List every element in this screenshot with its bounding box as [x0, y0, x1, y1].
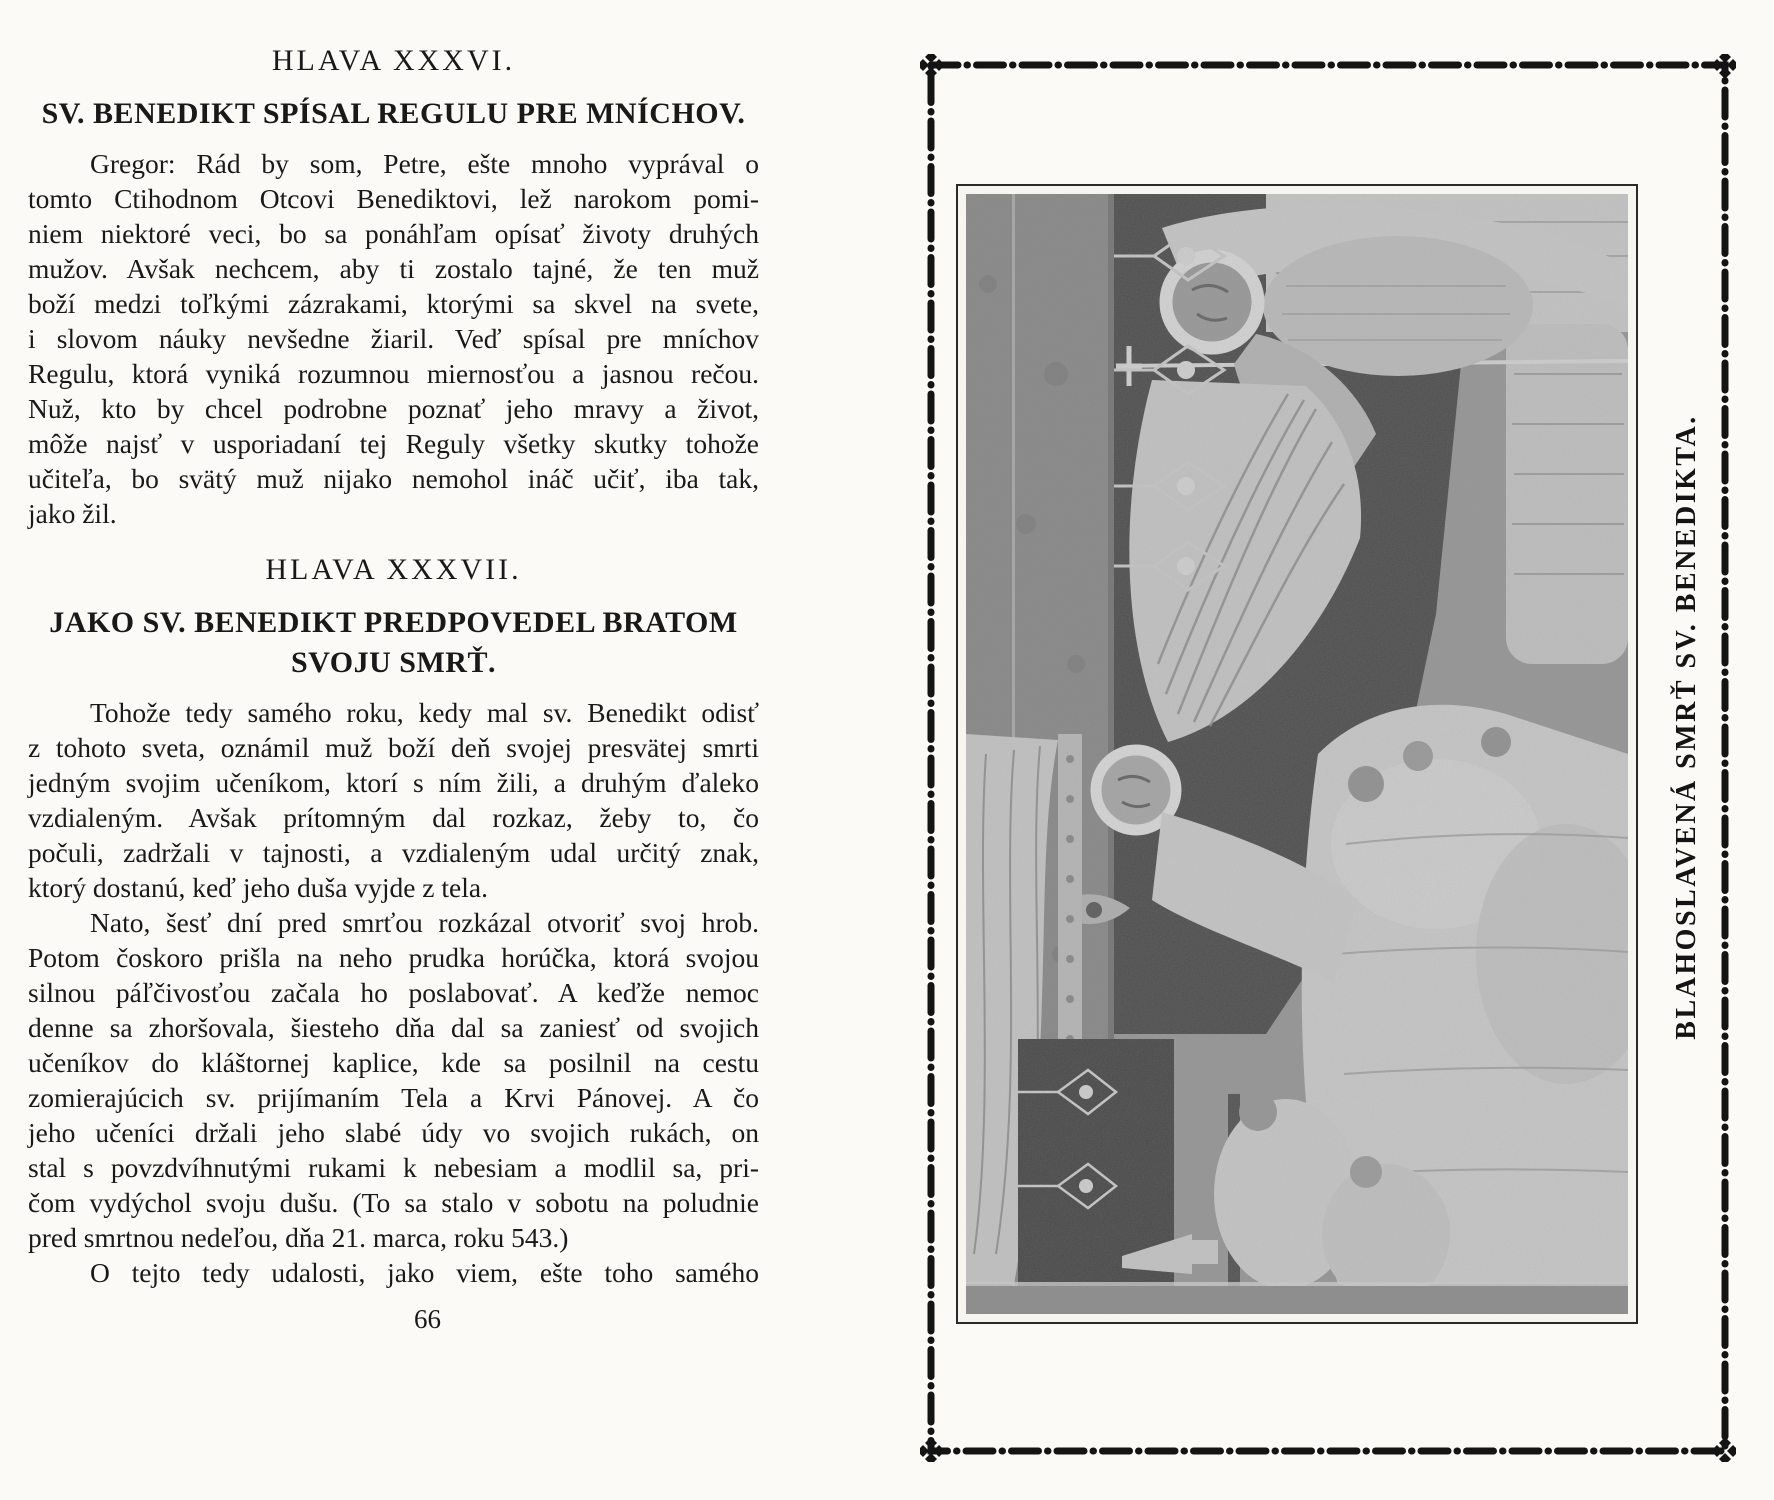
text-line: vzdialeným. Avšak prítomným dal rozkaz, žeby to, čo: [28, 802, 759, 833]
paragraph-4: [28, 1255, 759, 1290]
text-line: ktorý dostanú, keď jeho duša vyjde z tela.: [28, 872, 488, 903]
text-line: jako žil.: [28, 498, 117, 529]
text-line: učeníkov do kláštornej kaplice, kde sa posilnil na cestu: [28, 1047, 759, 1078]
text-line: O tejto tedy udalosti, jako viem, ešte toho samého: [90, 1257, 759, 1288]
text-line: Gregor: Rád by som, Petre, ešte mnoho vyprával o: [90, 148, 759, 179]
text-line: stal s povzdvíhnutými rukami k nebesiam a modlil sa, pri-: [28, 1152, 759, 1183]
text-line: Nuž, kto by chcel podrobne poznať jeho mravy a život,: [28, 393, 759, 424]
text-line: Regulu, ktorá vyniká rozumnou miernosťou a jasnou rečou.: [28, 358, 759, 389]
left-page: [28, 44, 759, 1335]
text-line: jeho učeníci držali jeho slabé údy vo svojich rukách, on: [28, 1117, 759, 1148]
chapter-36-title: [28, 94, 759, 134]
page-number: 66: [414, 1304, 441, 1334]
chapter-title-line: JAKO SV. BENEDIKT PREDPOVEDEL BRATOM: [49, 606, 738, 639]
text-line: Tohože tedy samého roku, kedy mal sv. Benedikt odisť: [90, 697, 759, 728]
text-line: z tohoto sveta, oznámil muž boží deň svojej presvätej smrti: [28, 732, 759, 763]
text-line: zomierajúcich sv. prijímaním Tela a Krvi Pánovej. A čo: [28, 1082, 759, 1113]
text-line: boží medzi toľkými zázrakami, ktorými sa skvel na svete,: [28, 288, 759, 319]
text-line: môže najsť v usporiadaní tej Reguly všetky skutky tohože: [28, 428, 759, 459]
text-line: jedným svojim učeníkom, ktorí s ním žili, a druhým ďaleko: [28, 767, 759, 798]
chapter-title-line: SV. BENEDIKT SPÍSAL REGULU PRE MNÍCHOV.: [41, 97, 746, 130]
chapter-37-kicker: HLAVA XXXVII.: [265, 553, 522, 586]
paragraph-3: [28, 905, 759, 1255]
illustration-caption: BLAHOSLAVENÁ SMRŤ SV. BENEDIKTA.: [1671, 414, 1702, 1040]
death-of-st-benedict-illustration: [966, 194, 1628, 1314]
chapter-title-line: SVOJU SMRŤ.: [291, 646, 496, 679]
text-line: i slovom náuky nevšedne žiaril. Veď spísal pre mníchov: [28, 323, 759, 354]
text-line: niem niektoré veci, bo sa ponáhľam opísať životy druhých: [28, 218, 759, 249]
chapter-36-kicker: HLAVA XXXVI.: [271, 44, 516, 77]
text-line: mužov. Avšak nechcem, aby ti zostalo tajné, že ten muž: [28, 253, 759, 284]
text-line: tomto Ctihodnom Otcovi Benediktovi, lež narokom pomi-: [28, 183, 759, 214]
illustration-frame: [956, 184, 1638, 1324]
paragraph-2: [28, 695, 759, 905]
text-line: denne sa zhoršovala, šiesteho dňa dal sa zaniesť od svojich: [28, 1012, 759, 1043]
text-line: Nato, šesť dní pred smrťou rozkázal otvoriť svoj hrob.: [90, 907, 759, 938]
text-line: počuli, zadržali v tajnosti, a vzdialeným udal určitý znak,: [28, 837, 759, 868]
chapter-37-title: [28, 603, 759, 683]
text-line: učiteľa, bo svätý muž nijako nemohol ináč učiť, iba tak,: [28, 463, 759, 494]
paragraph-1: [28, 146, 759, 531]
text-line: Potom čoskoro prišla na neho prudka horúčka, ktorá svojou: [28, 942, 759, 973]
text-line: pred smrtnou nedeľou, dňa 21. marca, roku 543.): [28, 1222, 569, 1253]
text-line: čom vydýchol svoju dušu. (To sa stalo v sobotu na poludnie: [28, 1187, 759, 1218]
text-line: silnou páľčivosťou začala ho poslabovať. A keďže nemoc: [28, 977, 759, 1008]
